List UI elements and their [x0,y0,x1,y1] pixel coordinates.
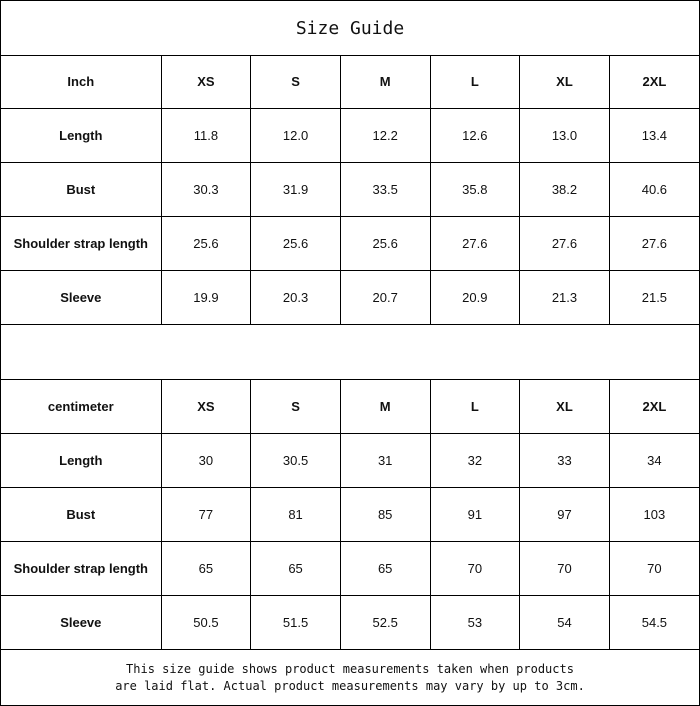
row-label: Sleeve [1,271,161,325]
table-cell: 34 [609,434,699,488]
table-row [1,271,699,325]
size-header-l: L [430,380,520,434]
size-header-s: S [251,55,341,109]
table-cell: 38.2 [520,163,610,217]
table-cell: 81 [251,488,341,542]
table-cell: 30.5 [251,434,341,488]
size-header-m: M [340,380,430,434]
table-cell: 91 [430,488,520,542]
row-label: Sleeve [1,596,161,650]
table-cell: 40.6 [609,163,699,217]
table-cell: 21.5 [609,271,699,325]
row-label: Shoulder strap length [1,217,161,271]
table-cell: 13.0 [520,109,610,163]
unit-header: centimeter [1,380,161,434]
table-cell: 35.8 [430,163,520,217]
table-cell: 25.6 [251,217,341,271]
table-cell: 20.3 [251,271,341,325]
table-cell: 65 [251,542,341,596]
table-cell: 13.4 [609,109,699,163]
table-cell: 12.6 [430,109,520,163]
table-cell: 32 [430,434,520,488]
table-cell: 70 [430,542,520,596]
table-header-row [1,55,699,109]
size-header-2xl: 2XL [609,380,699,434]
table-cell: 103 [609,488,699,542]
table-cell: 30.3 [161,163,251,217]
size-header-l: L [430,55,520,109]
table-cell: 33.5 [340,163,430,217]
row-label: Bust [1,488,161,542]
table-cell: 77 [161,488,251,542]
table-cell: 51.5 [251,596,341,650]
table-cell: 21.3 [520,271,610,325]
size-header-xl: XL [520,55,610,109]
row-label: Shoulder strap length [1,542,161,596]
table-cell: 52.5 [340,596,430,650]
row-label: Length [1,109,161,163]
table-cell: 31 [340,434,430,488]
row-label: Bust [1,163,161,217]
size-header-s: S [251,380,341,434]
table-cell: 27.6 [609,217,699,271]
table-cell: 30 [161,434,251,488]
table-row [1,217,699,271]
table-cell: 25.6 [161,217,251,271]
table-cell: 19.9 [161,271,251,325]
table-row [1,109,699,163]
size-header-2xl: 2XL [609,55,699,109]
size-header-m: M [340,55,430,109]
table-row [1,163,699,217]
table-cell: 50.5 [161,596,251,650]
note-line-2: are laid flat. Actual product measurements may vary by up to 3cm. [115,679,585,693]
table-cell: 25.6 [340,217,430,271]
table-cell: 65 [340,542,430,596]
table-row [1,542,699,596]
centimeter-size-table [1,380,699,650]
table-cell: 85 [340,488,430,542]
measurement-note [1,651,699,705]
table-cell: 27.6 [430,217,520,271]
table-cell: 33 [520,434,610,488]
row-label: Length [1,434,161,488]
unit-header: Inch [1,55,161,109]
note-line-1: This size guide shows product measurements taken when products [126,662,574,676]
page-title: Size Guide [1,1,699,56]
size-header-xs: XS [161,380,251,434]
table-header-row [1,380,699,434]
table-cell: 97 [520,488,610,542]
table-cell: 70 [520,542,610,596]
table-row [1,596,699,650]
table-cell: 11.8 [161,109,251,163]
table-cell: 12.2 [340,109,430,163]
size-header-xl: XL [520,380,610,434]
table-row [1,488,699,542]
table-cell: 54 [520,596,610,650]
table-cell: 70 [609,542,699,596]
table-cell: 31.9 [251,163,341,217]
table-spacer [1,326,699,380]
table-cell: 65 [161,542,251,596]
size-header-xs: XS [161,55,251,109]
table-cell: 20.9 [430,271,520,325]
inch-size-table [1,55,699,325]
table-cell: 54.5 [609,596,699,650]
table-row [1,434,699,488]
table-cell: 20.7 [340,271,430,325]
table-cell: 53 [430,596,520,650]
table-cell: 12.0 [251,109,341,163]
table-cell: 27.6 [520,217,610,271]
